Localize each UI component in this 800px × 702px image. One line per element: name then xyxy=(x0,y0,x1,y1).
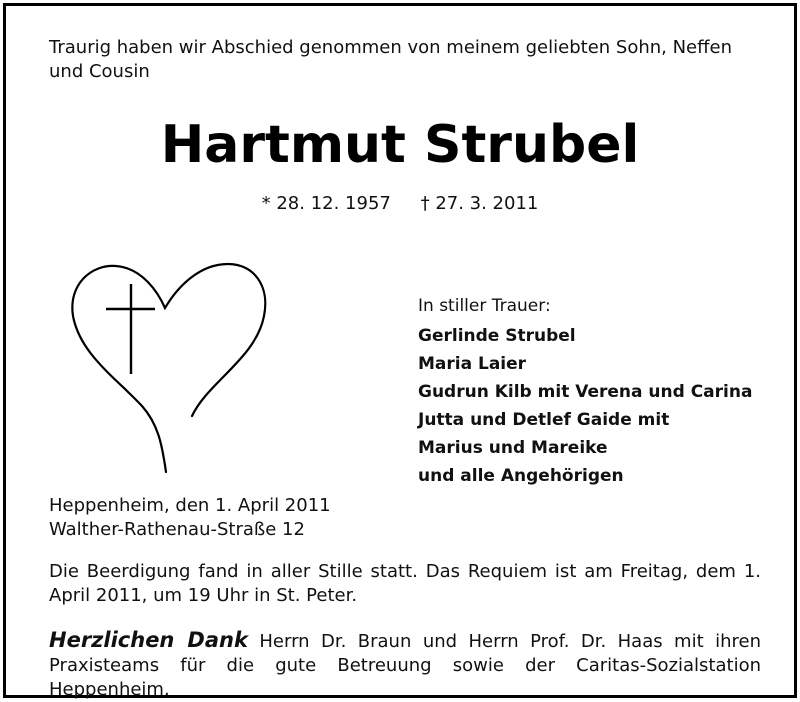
mourner-name: Gudrun Kilb mit Verena und Carina xyxy=(418,382,753,402)
mourner-name: Jutta und Detlef Gaide mit xyxy=(418,410,670,430)
mourner-name: Marius und Mareike xyxy=(418,438,608,458)
heart-cross-icon xyxy=(58,254,273,479)
obituary-notice xyxy=(3,3,797,698)
thanks-block xyxy=(49,628,761,702)
life-dates xyxy=(6,192,794,216)
birth-date: * 28. 12. 1957 xyxy=(261,193,391,214)
address: Walther-Rathenau-Straße 12 xyxy=(49,519,305,540)
funeral-info: Die Beerdigung fand in aller Stille statt. Das Requiem ist am Freitag, dem 1. April 2011, um 19 Uhr in St. Peter. xyxy=(49,561,761,606)
mourners-heading: In stiller Trauer: xyxy=(418,296,551,316)
mourners-block xyxy=(418,292,788,490)
mourner-name: und alle Angehörigen xyxy=(418,466,624,486)
deceased-name: Hartmut Strubel xyxy=(160,115,640,175)
death-date: † 27. 3. 2011 xyxy=(420,193,539,214)
thanks-text: Herrn Dr. Braun und Herrn Prof. Dr. Haas mit ihren Praxisteams für die gute Betreuung sowie der Caritas-Sozialstation Heppenheim. xyxy=(49,631,761,700)
place-block xyxy=(49,494,449,542)
heart-outline xyxy=(72,264,265,472)
intro-text: Traurig haben wir Abschied genommen von meinem geliebten Sohn, Neffen und Cousin xyxy=(49,37,733,82)
thanks-title: Herzlichen Dank xyxy=(49,628,248,652)
mourners-list xyxy=(418,322,788,490)
place-date: Heppenheim, den 1. April 2011 xyxy=(49,495,331,516)
mourner-name: Maria Laier xyxy=(418,354,527,374)
mourner-name: Gerlinde Strubel xyxy=(418,326,576,346)
